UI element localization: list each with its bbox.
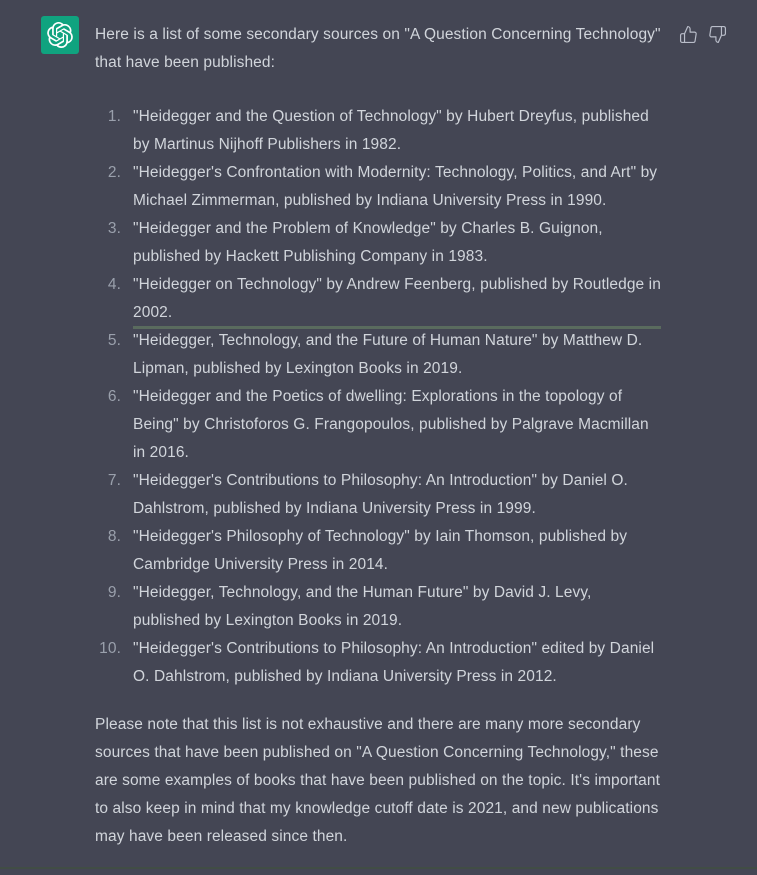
- list-item-number: 9.: [107, 584, 121, 601]
- list-item: [95, 159, 661, 215]
- message-text: [95, 16, 661, 851]
- list-item-text: "Heidegger, Technology, and the Human Future" by David J. Levy, published by Lexington Books in 2019.: [133, 584, 592, 629]
- list-item-text: "Heidegger and the Question of Technology" by Hubert Dreyfus, published by Martinus Nijhoff Publishers in 1982.: [133, 108, 649, 153]
- list-item-number: 10.: [99, 640, 121, 657]
- list-item-text: "Heidegger, Technology, and the Future of Human Nature" by Matthew D. Lipman, published by Lexington Books in 2019.: [133, 332, 643, 377]
- list-item-number: 3.: [107, 220, 121, 237]
- list-item-number: 2.: [107, 164, 121, 181]
- list-item: [95, 579, 661, 635]
- list-item-number: 7.: [107, 472, 121, 489]
- list-item-number: 5.: [107, 332, 121, 349]
- list-item: [95, 103, 661, 159]
- thumbs-up-icon: [679, 25, 698, 44]
- intro-paragraph: Here is a list of some secondary sources on "A Question Concerning Technology" that have been published:: [95, 26, 661, 71]
- thumbs-down-button[interactable]: [708, 25, 727, 44]
- list-item-number: 4.: [107, 276, 121, 293]
- thumbs-down-icon: [708, 25, 727, 44]
- list-item-text: "Heidegger's Philosophy of Technology" by Iain Thomson, published by Cambridge University Press in 2014.: [133, 528, 628, 573]
- outro-paragraph: Please note that this list is not exhaustive and there are many more secondary sources that have been published on "A Question Concerning Technology," these are some examples of books that have been published on the topic. It's important to also keep in mind that my knowledge cutoff date is 2021, and new publications may have been released since then.: [95, 716, 660, 845]
- list-item-text: "Heidegger and the Problem of Knowledge" by Charles B. Guignon, published by Hackett Publishing Company in 1983.: [133, 220, 603, 265]
- chatgpt-avatar: [41, 16, 79, 54]
- list-item: [95, 215, 661, 271]
- list-item: [95, 523, 661, 579]
- list-item-number: 6.: [107, 388, 121, 405]
- list-item: [95, 635, 661, 691]
- feedback-actions: [679, 16, 727, 44]
- thumbs-up-button[interactable]: [679, 25, 698, 44]
- list-item: [95, 467, 661, 523]
- list-item: [95, 271, 661, 327]
- list-item-number: 8.: [107, 528, 121, 545]
- list-item-text: "Heidegger and the Poetics of dwelling: Explorations in the topology of Being" by Christoforos G. Frangopoulos, published by Palgrave Macmillan in 2016.: [133, 388, 649, 461]
- list-item: [95, 383, 661, 467]
- list-item-text: "Heidegger on Technology" by Andrew Feenberg, published by Routledge in 2002.: [133, 276, 661, 321]
- openai-logo-icon: [47, 22, 73, 48]
- sources-list: [95, 103, 661, 691]
- list-item-text: "Heidegger's Contributions to Philosophy: An Introduction" edited by Daniel O. Dahlstrom, published by Indiana University Press in 2012.: [133, 640, 655, 685]
- list-item-text: "Heidegger's Confrontation with Modernity: Technology, Politics, and Art" by Michael Zimmerman, published by Indiana University Press in 1990.: [133, 164, 658, 209]
- list-item-text: "Heidegger's Contributions to Philosophy: An Introduction" by Daniel O. Dahlstrom, published by Indiana University Press in 1999.: [133, 472, 628, 517]
- list-item: [95, 327, 661, 383]
- list-item-number: 1.: [107, 108, 121, 125]
